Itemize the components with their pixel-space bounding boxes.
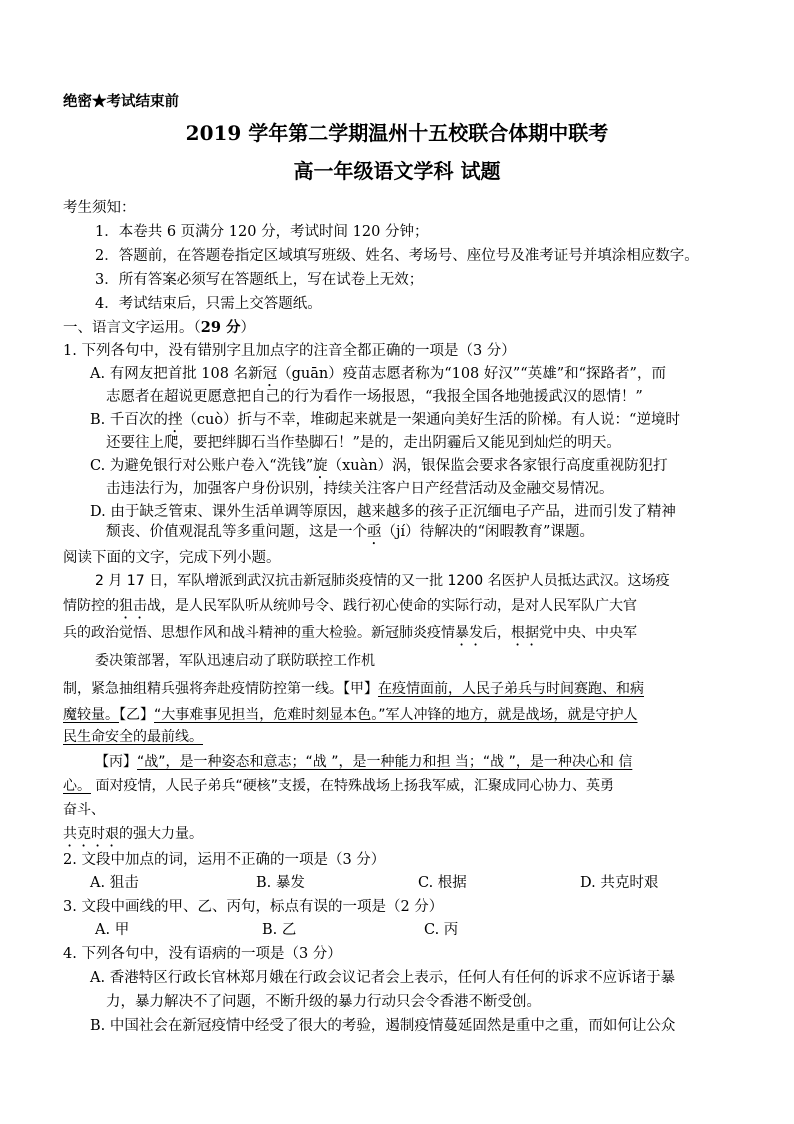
exam-subtitle: 高一年级语文学科 试题 xyxy=(293,159,501,183)
passage-line-8: 【丙】“战”，是一种姿态和意志；“战 ”，是一种能力和担 当；“战 ”，是一种决心和 信 xyxy=(95,754,633,770)
q3-option-a: A. 甲 xyxy=(95,922,130,938)
q2-stem: 2. 文段中加点的词，运用不正确的一项是（3 分） xyxy=(63,852,386,868)
secret-label: 绝密★考试结束前 xyxy=(63,93,179,110)
notice-item-4: 4．考试结束后，只需上交答题纸。 xyxy=(95,296,322,312)
q1-option-c: C. 为避免银行对公账户卷入“洗钱”旋（xuàn）涡，银保监会要求各家银行高度重视防犯打 xyxy=(90,458,668,474)
q1-option-d-cont: 颓丧、价值观混乱等多重问题，这是一个亟（jí）待解决的“闲暇教育”课题。 xyxy=(106,524,594,540)
q1-option-b-cont: 还要往上爬，要把绊脚石当作垫脚石！”是的，走出阴霾后又能见到灿烂的明天。 xyxy=(106,435,621,451)
q2-option-d: D. 共克时艰 xyxy=(580,875,659,891)
notice-item-2: 2．答题前，在答题卷指定区域填写班级、姓名、考场号、座位号及准考证号并填涂相应数字。 xyxy=(95,248,699,264)
q4-option-a: A. 香港特区行政长官林郑月娥在行政会议记者会上表示，任何人有任何的诉求不应诉诸于暴 xyxy=(90,970,676,986)
passage-line-1: 2 月 17 日，军队增派到武汉抗击新冠肺炎疫情的又一批 1200 名医护人员抵达武汉。这场疫 xyxy=(95,573,670,589)
dotted-char: 旋 xyxy=(313,458,328,474)
dotted-char: 冠 xyxy=(262,366,278,382)
q3-stem: 3. 文段中画线的甲、乙、丙句，标点有误的一项是（2 分） xyxy=(63,899,444,915)
notice-item-1: 1．本卷共 6 页满分 120 分，考试时间 120 分钟； xyxy=(95,224,429,240)
q2-option-b: B. 暴发 xyxy=(256,875,305,891)
notice-heading: 考生须知： xyxy=(63,200,136,216)
passage-line-6: 魔较量。【乙】“大事难事见担当，危难时刻显本色。”军人冲锋的地方，就是战场，就是守护人 xyxy=(63,707,638,723)
notice-item-3: 3．所有答案必须写在答题纸上，写在试卷上无效； xyxy=(95,272,424,288)
passage-intro: 阅读下面的文字，完成下列小题。 xyxy=(63,550,281,566)
passage-line-3: 兵的政治觉悟、思想作风和战斗精神的重大检验。新冠肺炎疫情暴发后，根据党中央、中央军 xyxy=(63,625,637,641)
q1-option-d: D. 由于缺乏管束、课外生活单调等原因，越来越多的孩子正沉缅电子产品，进而引发了精神 xyxy=(90,504,676,520)
passage-line-2: 情防控的狙击战，是人民军队听从统帅号令、践行初心使命的实际行动，是对人民军队广大官 xyxy=(63,598,637,614)
q1-option-c-cont: 击违法行为，加强客户身份识别，持续关注客户日产经营活动及金融交易情况。 xyxy=(106,481,614,497)
exam-title: 2019 学年第二学期温州十五校联合体期中联考 xyxy=(185,121,609,145)
passage-line-7: 民生命安全的最前线。 xyxy=(63,729,203,745)
passage-line-10: 奋斗、 xyxy=(63,802,105,818)
passage-line-5: 制，紧急抽组精兵强将奔赴疫情防控第一线。【甲】在疫情面前，人民子弟兵与时间赛跑、和病 xyxy=(63,681,644,697)
q1-option-b: B. 千百次的挫（cuò）折与不幸，堆砌起来就是一架通向美好生活的阶梯。有人说：“逆境时 xyxy=(90,412,680,428)
q3-option-c: C. 丙 xyxy=(424,922,459,938)
passage-line-9: 心。 面对疫情，人民子弟兵“硬核”支援，在特殊战场上扬我军威，汇聚成同心协力、英勇 xyxy=(63,778,614,794)
q1-stem: 1. 下列各句中，没有错别字且加点字的注音全都正确的一项是（3 分） xyxy=(63,343,516,359)
dotted-char: 挫 xyxy=(167,412,183,428)
q4-option-b: B. 中国社会在新冠疫情中经受了很大的考验，遏制疫情蔓延固然是重中之重，而如何让公众 xyxy=(90,1018,676,1034)
q2-option-a: A. 狙击 xyxy=(90,875,139,891)
q4-stem: 4. 下列各句中，没有语病的一项是（3 分） xyxy=(63,946,342,962)
q4-option-a-cont: 力，暴力解决不了问题，不断升级的暴力行动只会令香港不断受创。 xyxy=(106,994,541,1010)
dotted-char: 亟 xyxy=(367,524,382,540)
q1-option-a: A. 有网友把首批 108 名新冠（guān）疫苗志愿者称为“108 好汉”“英雄”和“探路者”，而 xyxy=(90,366,666,382)
section-heading: 一、语言文字运用。（29 分） xyxy=(63,319,255,336)
q1-option-a-cont: 志愿者在超说更愿意把自己的行为看作一场报恩，“我报全国各地弛援武汉的恩情！” xyxy=(106,389,643,405)
passage-line-4: 委决策部署，军队迅速启动了联防联控工作机 xyxy=(95,653,375,669)
passage-line-11: 共克时艰的强大力量。 xyxy=(63,826,203,842)
q2-option-c: C. 根据 xyxy=(418,875,467,891)
q3-option-b: B. 乙 xyxy=(262,922,297,938)
